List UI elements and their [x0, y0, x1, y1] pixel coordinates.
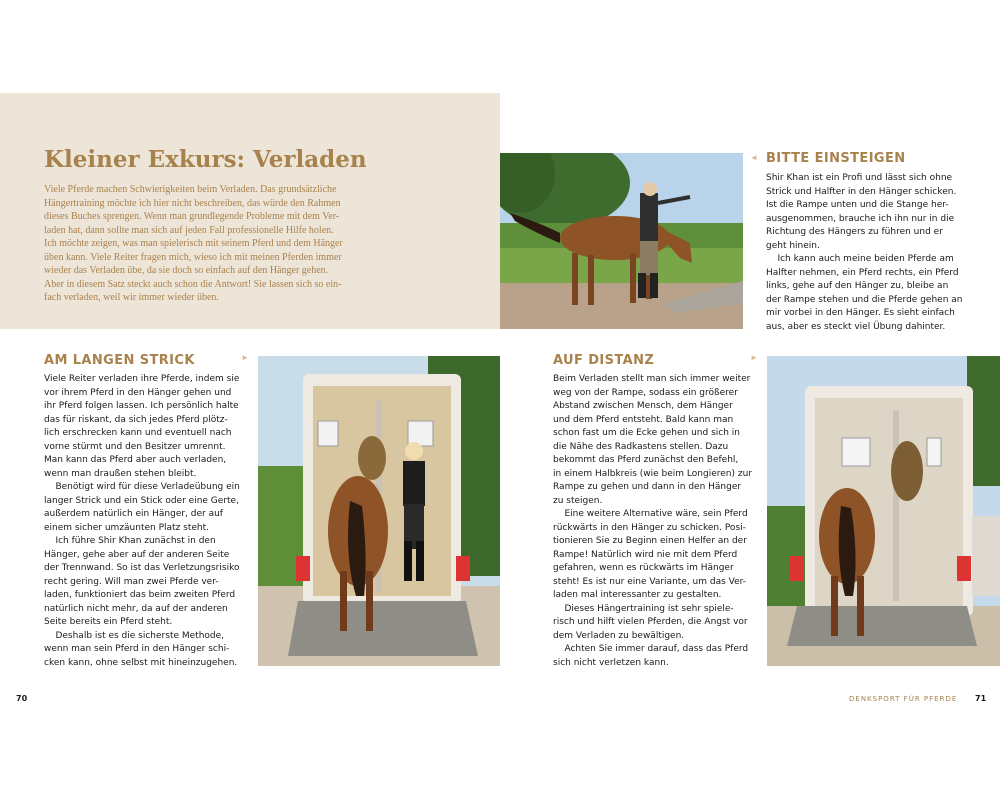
text-line: laden, funktioniert das beim zweiten Pferd: [44, 590, 236, 600]
text-line: schon fast um die Ecke gehen und sich in: [553, 428, 740, 438]
arrow-right-icon: ►: [241, 353, 249, 362]
text-line: Man kann das Pferd aber auch verladen,: [44, 455, 227, 465]
exkurs-title: Kleiner Exkurs: Verladen: [44, 146, 367, 173]
text-line: fach verladen, weil wir immer wieder üben.: [44, 292, 219, 304]
text-line: der Rampe stehen und die Pferde gehen an: [766, 294, 963, 305]
text-line: Dieses Hängertraining ist sehr spiele-: [553, 603, 734, 614]
exkurs-text: [44, 183, 384, 305]
text-line: der Trennwand. So ist das Verletzungsrisiko: [44, 563, 240, 573]
text-line: Ich kann auch meine beiden Pferde am: [766, 254, 954, 264]
column-bitte-einsteigen: [766, 172, 962, 334]
photo-trailer-horse-alone: [767, 356, 1000, 666]
text-line: Benötigt wird für diese Verladeübung ein: [44, 482, 240, 492]
text-line: das für riskant, da sich jedes Pferd plötz-: [44, 414, 228, 425]
text-line: die Nähe des Radkastens stellen. Dazu: [553, 441, 729, 452]
text-line: Ist die Rampe unten und die Stange her-: [766, 200, 949, 210]
text-line: dieses Buches sprengen. Wenn man grundlegende Probleme mit dem Ver-: [44, 211, 340, 223]
text-line: und dem Pferd entsteht. Bald kann man: [553, 414, 734, 425]
section-title-auf-distanz: AUF DISTANZ: [553, 353, 655, 368]
text-line: Shir Khan ist ein Profi und lässt sich ohne: [766, 173, 953, 183]
text-line: geht hinein.: [766, 240, 820, 251]
text-line: ausgenommen, brauche ich ihn nur in die: [766, 213, 955, 224]
column-auf-distanz: [553, 373, 752, 670]
text-line: Viele Pferde machen Schwierigkeiten beim Verladen. Das grundsätzliche: [44, 184, 337, 195]
text-line: sich nicht verletzen kann.: [553, 657, 669, 668]
arrow-left-icon: ◄: [750, 153, 758, 162]
text-line: Halfter nehmen, ein Pferd rechts, ein Pferd: [766, 267, 959, 278]
page-number-left: 70: [16, 694, 28, 703]
text-line: Richtung des Hängers zu führen und er: [766, 227, 943, 237]
text-line: Aber in diesem Satz steckt auch schon die Antwort! Sie lassen sich so ein-: [44, 278, 342, 290]
text-line: lich erschrecken kann und eventuell nach: [44, 428, 232, 438]
text-line: recht gering. Will man zwei Pferde ver-: [44, 576, 219, 587]
text-line: Ich führe Shir Khan zunächst in den: [44, 536, 216, 546]
text-line: wenn man draußen stehen bleibt.: [44, 468, 197, 479]
text-line: Rampe zu gehen und dann in den Hänger: [553, 482, 742, 492]
text-line: cken kann, ohne selbst mit hineinzugehen.: [44, 657, 238, 668]
text-line: Eine weitere Alternative wäre, sein Pferd: [553, 509, 748, 519]
text-line: Hänger, gehe aber auf der anderen Seite: [44, 549, 230, 560]
text-line: wieder das Verladen übe, da sie doch so einfach auf den Hänger gehen.: [44, 265, 329, 277]
text-line: bekommt das Pferd zunächst den Befehl,: [553, 455, 739, 465]
text-line: Achten Sie immer darauf, dass das Pferd: [553, 644, 749, 654]
text-line: in einem Halbkreis (wie beim Longieren) zur: [553, 468, 752, 479]
text-line: Viele Reiter verladen ihre Pferde, indem sie: [44, 374, 240, 384]
text-line: dem Verladen zu bewältigen.: [553, 630, 685, 641]
text-line: außerdem natürlich ein Hänger, der auf: [44, 509, 223, 519]
text-line: Strick und Halfter in den Hänger schicken.: [766, 186, 957, 197]
section-title-bitte-einsteigen: BITTE EINSTEIGEN: [766, 151, 906, 166]
text-line: langer Strick und ein Stick oder eine Gerte,: [44, 495, 239, 506]
text-line: Deshalb ist es die sicherste Methode,: [44, 630, 225, 641]
text-line: ihr Pferd folgen lassen. Ich persönlich halte: [44, 401, 239, 411]
text-line: üben kann. Viele Reiter fragen mich, wieso ich mit meinen Pferden immer: [44, 251, 342, 263]
text-line: laden hat, dann sollte man sich auf jeden Fall professionelle Hilfe holen.: [44, 224, 334, 236]
text-line: vor ihrem Pferd in den Hänger gehen und: [44, 387, 232, 398]
text-line: einem sicher umzäunten Platz steht.: [44, 522, 210, 533]
text-line: weg von der Rampe, sodass ein größerer: [553, 387, 738, 398]
column-am-langen-strick: [44, 373, 240, 670]
text-line: steht! Es ist nur eine Variante, um das Ver-: [553, 576, 747, 587]
text-line: gefahren, wenn es rückwärts im Hänger: [553, 563, 734, 573]
photo-horse-field: [500, 153, 743, 329]
text-line: links, gehe auf den Hänger zu, bleibe an: [766, 281, 949, 291]
section-title-am-langen-strick: AM LANGEN STRICK: [44, 353, 195, 368]
text-line: laden mal interessanter zu gestalten.: [553, 590, 722, 600]
text-line: risch und hilft vielen Pferden, die Angst vor: [553, 617, 748, 627]
text-line: rückwärts in den Hänger zu schicken. Posi-: [553, 522, 746, 533]
running-head: DENKSPORT FÜR PFERDE: [849, 695, 958, 703]
text-line: aus, aber es steckt viel Übung dahinter.: [766, 321, 946, 332]
text-line: wenn man sein Pferd in den Hänger schi-: [44, 644, 230, 654]
text-line: zu steigen.: [553, 495, 603, 506]
text-line: Ich möchte zeigen, was man spielerisch mit seinem Pferd und dem Hänger: [44, 238, 343, 250]
text-line: vorne stürmt und den Besitzer umrennt.: [44, 441, 226, 452]
text-line: Abstand zwischen Mensch, dem Hänger: [553, 401, 733, 411]
text-line: Hängertraining möchte ich hier nicht beschreiben, das würde den Rahmen: [44, 197, 341, 209]
text-line: Rampe! Natürlich wird nie mit dem Pferd: [553, 549, 738, 560]
text-line: natürlich nicht mehr, da auf der anderen: [44, 603, 228, 614]
page-number-right: 71: [975, 694, 987, 703]
text-line: Beim Verladen stellt man sich immer weiter: [553, 374, 751, 384]
photo-trailer-with-handler: [258, 356, 500, 666]
text-line: mir vorbei in den Hänger. Es sieht einfach: [766, 308, 955, 318]
text-line: Seite bereits ein Pferd steht.: [44, 617, 173, 627]
text-line: tionieren Sie zu Beginn einen Helfer an der: [553, 536, 747, 546]
arrow-right-icon: ►: [750, 353, 758, 362]
